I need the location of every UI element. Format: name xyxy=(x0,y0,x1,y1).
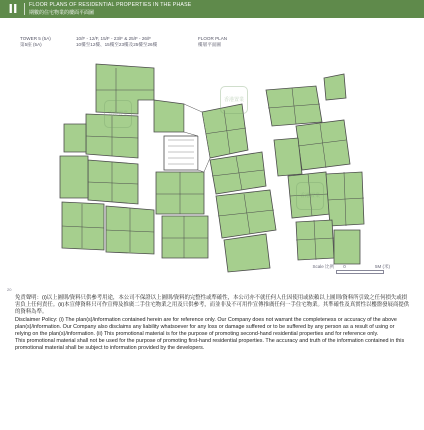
unit-block xyxy=(216,190,276,238)
header-divider xyxy=(24,3,25,15)
unit-block xyxy=(224,234,270,272)
floor-plan-drawing xyxy=(26,54,376,278)
floor-range-label xyxy=(76,36,157,48)
unit-block xyxy=(154,100,184,132)
disclaimer-en-part2: This promotional material shall not be used for the purpose of promoting first-hand residential properties. The accuracy and truth of the information contained in this promotional material shall be subject to information provided by the developers. xyxy=(15,338,405,352)
floor-plan-svg xyxy=(26,54,376,278)
floor-plan-label-en: FLOOR PLAN xyxy=(198,36,228,41)
unit-blocks xyxy=(60,64,364,272)
page-number: 20 xyxy=(7,287,12,292)
unit-block xyxy=(334,230,360,264)
unit-block xyxy=(62,202,104,250)
unit-block xyxy=(60,156,88,198)
section-number: II xyxy=(8,2,18,16)
watermark-logo: 香港置業 xyxy=(104,100,132,128)
unit-block xyxy=(64,124,86,152)
section-title-zh: 期數的住宅物業的樓面平面圖 xyxy=(29,10,95,16)
unit-block xyxy=(88,160,138,204)
scale-start: 0 xyxy=(343,264,346,269)
disclaimer-block xyxy=(15,295,411,353)
watermark-logo: 香港置業 xyxy=(296,182,324,210)
floor-range-zh: 10樓至12樓、15樓至23樓及25樓至26樓 xyxy=(76,42,158,47)
scale-title: Scale 比例 xyxy=(312,264,334,269)
disclaimer-en-part1: Disclaimer Policy: (i) The plan(s)/information contained herein are for reference only. Our Company does not warrant the completeness or accuracy of the above plan(s)/information. Our Company also disclaims any liability whatsoever for any loss or damage suffered or to be suffered by any person as a result of using or relying on the plan(s)/information. (ii) This promotional material is for the purpose of promoting second-hand residential properties and for reference only. xyxy=(15,316,397,338)
scale-bar xyxy=(336,270,384,274)
disclaimer-zh: 免責聲明：(i)以上圖則/資料只供參考用途，本公司不保證以上圖則/資料的完整性或準確性，本公司亦不就任何人仕因使用或依賴以上圖則/資料所引致之任何損失或損害負上任何責任。(ii)本宣傳資料只可作宣傳及推廣二手住宅物業之用及只供參考，而並非及不可用作宣傳推廣任何一手住宅物業。其準確性及真實性以樓盤發展商提供的資料為準。 xyxy=(15,295,410,316)
scale-end: 5M (米) xyxy=(375,264,390,269)
tower-label-zh: 第5座 (5A) xyxy=(20,42,42,47)
tower-label xyxy=(20,36,51,48)
section-title-en: FLOOR PLANS OF RESIDENTIAL PROPERTIES IN THE PHASE xyxy=(29,2,192,8)
unit-block xyxy=(274,138,302,176)
header-band xyxy=(0,0,424,18)
watermark-logo: 香港置業 xyxy=(220,86,248,114)
lift-core xyxy=(164,136,198,170)
floor-plan-label xyxy=(198,36,227,48)
floor-range-en: 10/F - 12/F, 15/F - 23/F & 25/F - 26/F xyxy=(76,36,152,41)
tower-label-en: TOWER 5 (5A) xyxy=(20,36,51,41)
unit-block xyxy=(162,216,208,258)
unit-block xyxy=(324,74,346,100)
floor-plan-label-zh: 樓層平面圖 xyxy=(198,42,221,47)
